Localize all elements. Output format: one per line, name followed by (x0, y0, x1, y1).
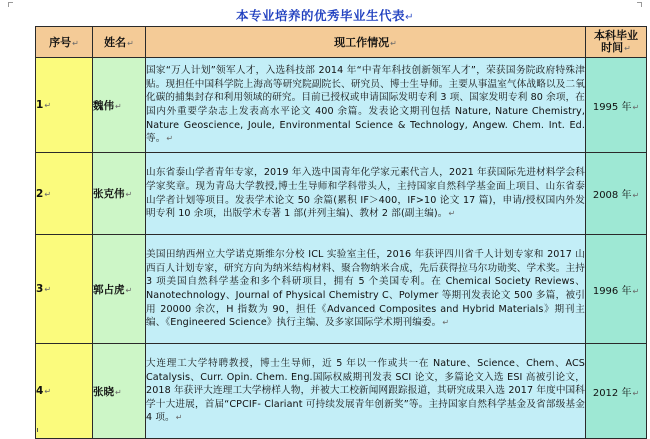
row-description: 山东省泰山学者青年专家，2019 年入选中国青年化学家元素代言人，2021 年获国际先进材料学会科学家奖章。现为青岛大学教授,博士生导师和学科带头人，主持国家自然科学基金面上项目、山东省泰山学者计划等项目。发表学术论文 50 余篇(累积 IF＞400，IF>10 论文 17 篇)，申请/授权国内外发明专利 10 余项，出版学术专著 1 部(并列主编)、教材 2 部(副主编)。↵ (146, 153, 586, 235)
row-description: 国家“万人计划”领军人才，入选科技部 2014 年“中青年科技创新领军人才”，荣获国务院政府特殊津贴。现担任中国科学院上海高等研究院副院长、研究员、博士生导师。主要从事温室气体战略以及二氧化碳的捕集封存和利用领域的研究。目前已授权或申请国际发明专利 3 项、国家发明专利 80 余项，在国内外重要学杂志上发表高水平论文 400 余篇。发表论文期刊包括 Nature, Nature Chemistry, Nature Geoscience, Joule, Environmental Science & Technology, Angew. Chem. Int. Ed.等。↵ (146, 58, 586, 153)
row-year: 1995 年↵ (586, 58, 647, 153)
graduates-table (35, 26, 647, 439)
paragraph-mark: ↵ (405, 12, 414, 23)
row-description: 大连理工大学特聘教授，博士生导师，近 5 年以一作或共一在 Nature、Science、Chem、ACS Catalysis、Curr. Opin. Chem. Eng.国际权威期刊发表 SCI 论文，多篇论文入选 ESI 高被引论文，2018 年获评大连理工大学榜样人物，并被大工校新闻网跟踪报道，其研究成果入选 2017 年度中国科学十大进展，首届“CPCIF- Clariant 可持续发展青年创新奖”等。主持国家自然科学基金及省部级基金 4 项。↵ (146, 344, 586, 439)
header-name: 姓名↵ (93, 27, 146, 58)
row-year: 2008 年↵ (586, 153, 647, 235)
header-work: 现工作情况↵ (146, 27, 586, 58)
row-index: 4↵ (36, 344, 93, 439)
table-row (36, 235, 647, 344)
header-graduation-year: 本科毕业 时间↵ (586, 27, 647, 58)
row-index: 1↵ (36, 58, 93, 153)
row-index: 2↵ (36, 153, 93, 235)
row-year: 1996 年↵ (586, 235, 647, 344)
table-row (36, 153, 647, 235)
row-index: 3↵ (36, 235, 93, 344)
row-name: 张克伟↵ (93, 153, 146, 235)
header-index: 序号↵ (36, 27, 93, 58)
row-year: 2012 年↵ (586, 344, 647, 439)
table-row (36, 58, 647, 153)
row-description: 美国田纳西州立大学诺克斯维尔分校 ICL 实验室主任，2016 年获评四川省千人计划专家和 2017 山西百人计划专家，研究方向为纳米结构材料、聚合物纳米合成，先后获得拉马尔功勋奖、学术奖。主持 3 项美国自然科学基金和多个科研项目，拥有 5 个美国专利。在 Chemical Society Reviews、Nanotechnology、Journal of Physical Chemistry C、Polymer 等期刊发表论文 500 多篇，被引用 20000 余次，H 指数为 90，担任《Advanced Composites and Hybrid Materials》期刊主编、《Engineered Science》执行主编、及多家国际学术期刊编委。↵ (146, 235, 586, 344)
row-name: 张晓↵ (93, 344, 146, 439)
row-name: 郭占虎↵ (93, 235, 146, 344)
row-name: 魏伟↵ (93, 58, 146, 153)
page-title-text: 本专业培养的优秀毕业生代表 (236, 8, 406, 23)
header-row (36, 27, 647, 58)
table-row (36, 344, 647, 439)
page-title (0, 6, 650, 24)
text-cursor (37, 428, 38, 432)
